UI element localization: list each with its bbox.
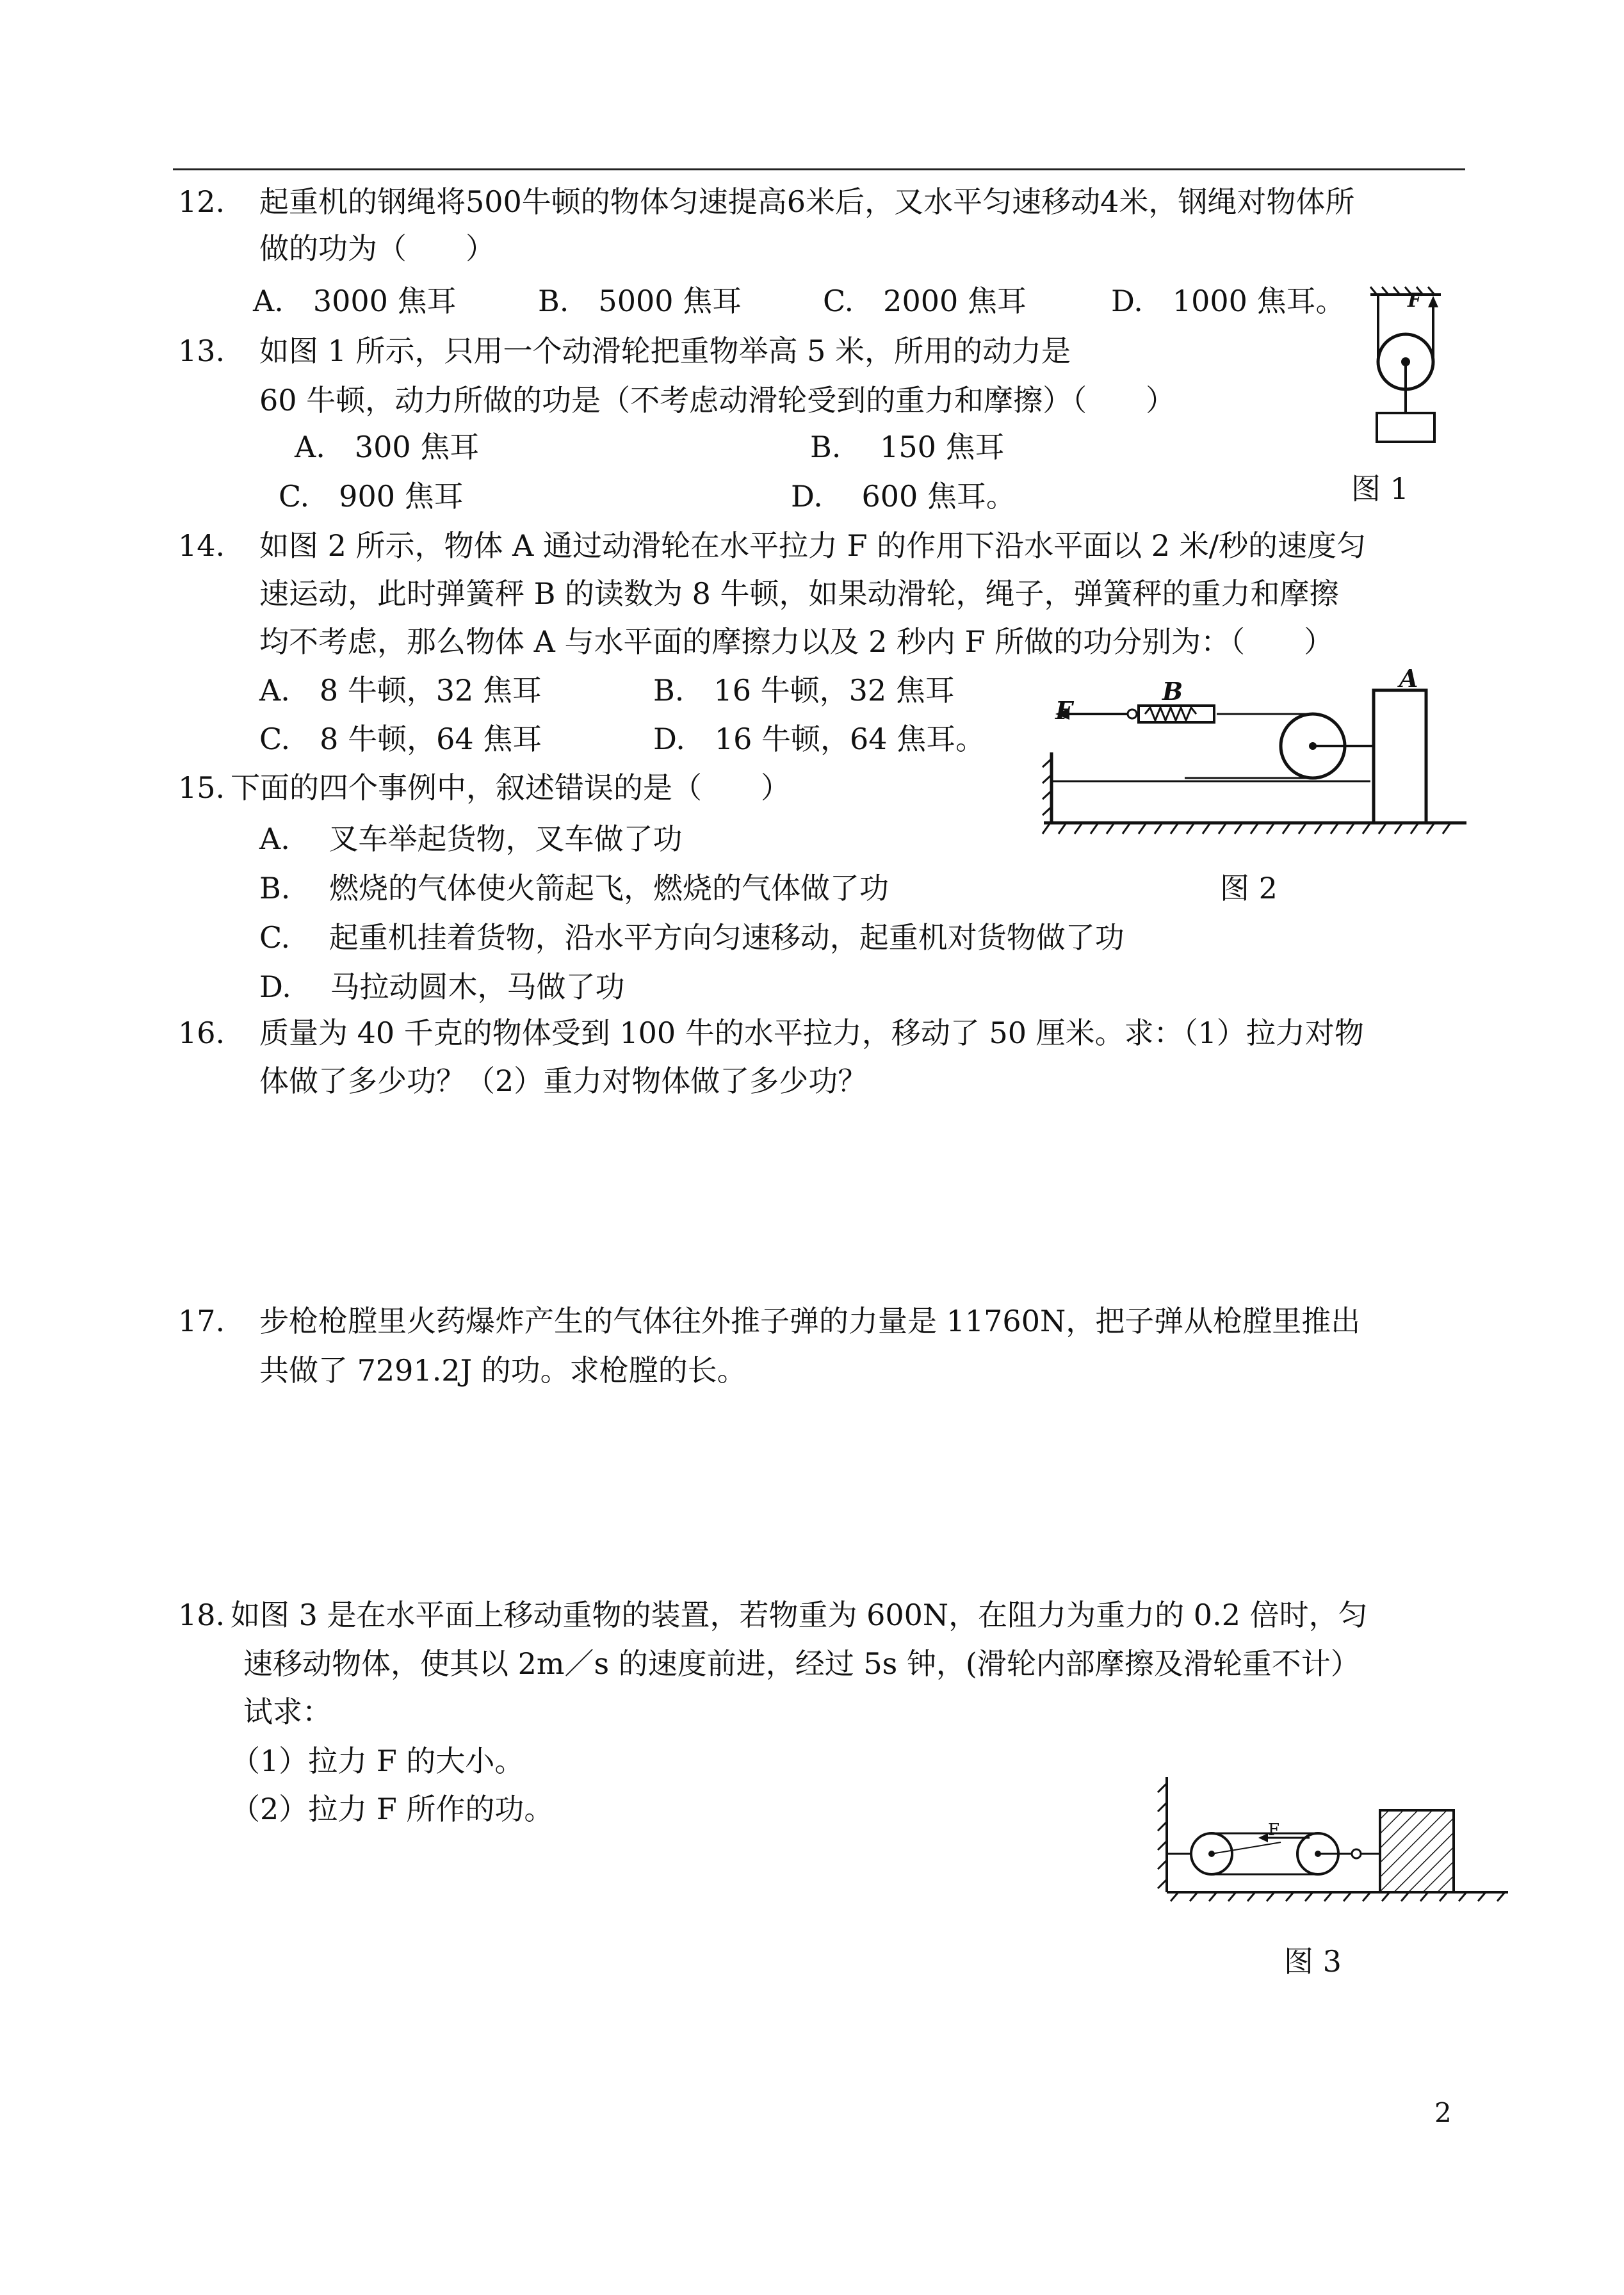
q12-option-b: B. 5000 焦耳 — [538, 284, 742, 318]
q13-option-a: A. 300 焦耳 — [295, 430, 480, 464]
q15-option-c: C. 起重机挂着货物，沿水平方向匀速移动，起重机对货物做了功 — [259, 920, 1125, 955]
figure-3-caption: 图 3 — [1284, 1944, 1342, 1979]
q18-number: 18. — [178, 1598, 225, 1632]
figure-1-caption: 图 1 — [1351, 471, 1409, 506]
q13-number: 13. — [178, 334, 225, 368]
figure-3-label-f: F — [1268, 1821, 1280, 1840]
q18-sub2: （2）拉力 F 所作的功。 — [231, 1792, 554, 1826]
q15-option-d: D. 马拉动圆木，马做了功 — [259, 969, 625, 1004]
q14-option-d: D. 16 牛顿，64 焦耳。 — [653, 722, 986, 756]
q13-option-c: C. 900 焦耳 — [279, 479, 464, 514]
header-rule — [173, 168, 1465, 170]
q13-option-d: D. 600 焦耳。 — [791, 479, 1016, 514]
q14-line2: 速运动，此时弹簧秤 B 的读数为 8 牛顿，如果动滑轮，绳子，弹簧秤的重力和摩擦 — [259, 576, 1339, 611]
q15-option-b: B. 燃烧的气体使火箭起飞，燃烧的气体做了功 — [259, 871, 889, 905]
figure-3-pulley-block-diagram — [1153, 1771, 1518, 1918]
q14-option-c: C. 8 牛顿，64 焦耳 — [259, 722, 542, 756]
q15-option-a: A. 叉车举起货物，叉车做了功 — [259, 822, 683, 856]
q15-number: 15. — [178, 770, 225, 805]
q15-line1: 下面的四个事例中，叙述错误的是（ ） — [231, 770, 790, 805]
q12-option-a: A. 3000 焦耳 — [253, 284, 457, 318]
q14-option-a: A. 8 牛顿，32 焦耳 — [259, 673, 542, 708]
figure-1-label-f: F — [1408, 289, 1422, 312]
figure-2-label-b: B — [1162, 677, 1183, 706]
q17-number: 17. — [178, 1304, 225, 1338]
q12-line2: 做的功为（ ） — [259, 231, 495, 266]
q16-line1: 质量为 40 千克的物体受到 100 牛的水平拉力，移动了 50 厘米。求：（1）拉力对物 — [259, 1016, 1364, 1050]
q13-option-b: B. 150 焦耳 — [810, 430, 1005, 464]
page-number: 2 — [1434, 2097, 1452, 2129]
q18-sub1: （1）拉力 F 的大小。 — [231, 1744, 524, 1778]
q16-line2: 体做了多少功？（2）重力对物体做了多少功？ — [259, 1064, 868, 1098]
q14-line3: 均不考虑，那么物体 A 与水平面的摩擦力以及 2 秒内 F 所做的功分别为：（ ） — [259, 624, 1334, 659]
q12-option-c: C. 2000 焦耳 — [823, 284, 1027, 318]
q12-option-d: D. 1000 焦耳。 — [1111, 284, 1345, 318]
q17-line1: 步枪枪膛里火药爆炸产生的气体往外推子弹的力量是 11760N，把子弹从枪膛里推出 — [259, 1304, 1361, 1338]
figure-2-label-f: F — [1055, 696, 1073, 725]
q18-line2: 速移动物体，使其以 2m／s 的速度前进，经过 5s 钟，(滑轮内部摩擦及滑轮重不计） — [243, 1646, 1360, 1681]
q18-line1: 如图 3 是在水平面上移动重物的装置，若物重为 600N，在阻力为重力的 0.2 倍时，匀 — [231, 1598, 1368, 1632]
q13-line2: 60 牛顿，动力所做的功是（不考虑动滑轮受到的重力和摩擦）（ ） — [259, 383, 1176, 418]
q13-line1: 如图 1 所示，只用一个动滑轮把重物举高 5 米，所用的动力是 — [259, 334, 1071, 368]
q17-line2: 共做了 7291.2J 的功。求枪膛的长。 — [259, 1353, 747, 1388]
q12-number: 12. — [178, 184, 225, 219]
q18-line3: 试求： — [243, 1694, 332, 1729]
q14-option-b: B. 16 牛顿，32 焦耳 — [653, 673, 955, 708]
q14-line1: 如图 2 所示，物体 A 通过动滑轮在水平拉力 F 的作用下沿水平面以 2 米/秒的速度匀 — [259, 528, 1367, 563]
figure-2-caption: 图 2 — [1220, 871, 1278, 905]
figure-2-label-a: A — [1399, 664, 1418, 693]
q14-number: 14. — [178, 528, 225, 563]
q12-line1: 起重机的钢绳将500牛顿的物体匀速提高6米后，又水平匀速移动4米，钢绳对物体所 — [259, 184, 1355, 219]
q16-number: 16. — [178, 1016, 225, 1050]
